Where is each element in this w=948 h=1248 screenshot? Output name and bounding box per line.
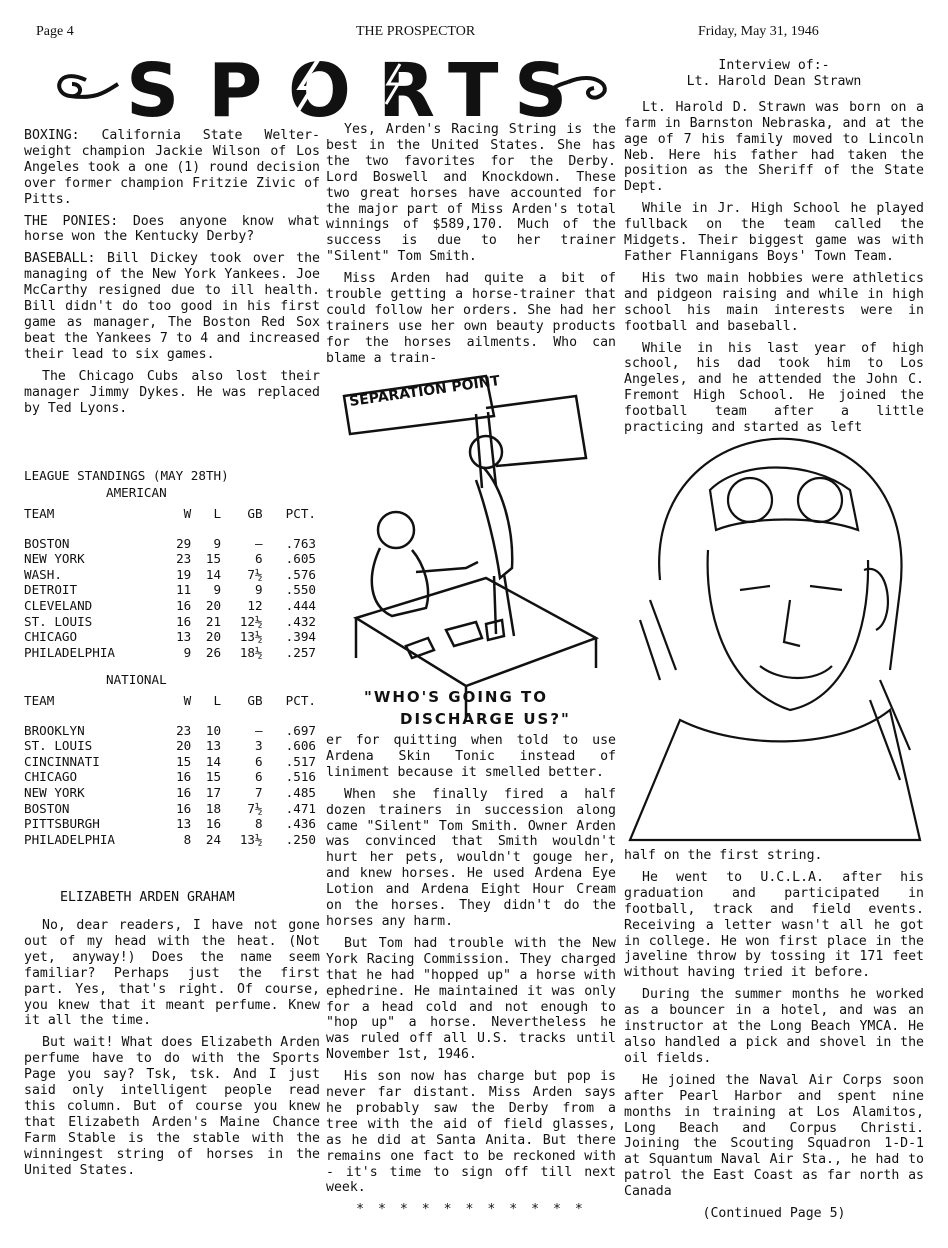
american-team-row	[24, 536, 320, 552]
national-team-cell: PITTSBURGH	[24, 816, 100, 832]
american-team-cell: 11	[176, 582, 192, 598]
national-team-row	[24, 801, 320, 817]
national-team-cell: 6	[255, 753, 263, 769]
american-team-cell: DETROIT	[24, 582, 78, 598]
masthead-letters	[126, 48, 567, 128]
american-team-row	[24, 645, 320, 661]
national-team-cell: 3	[255, 738, 263, 754]
strawn-paragraph-1: Lt. Harold D. Strawn was born on a farm in Barnston Nebraska, and at the age of 7 his family moved to Lincoln Neb. Here his father had taken the position as the Sheriff of the State Dept.	[624, 99, 924, 195]
national-header-cell: L	[213, 693, 222, 708]
sports-masthead	[48, 46, 620, 128]
strawn-paragraph-3: His two main hobbies were athletics and pidgeon raising and while in high school his main interests were in football and baseball.	[624, 270, 924, 334]
american-team-cell: ST. LOUIS	[24, 613, 93, 629]
american-team-cell: 26	[205, 644, 222, 660]
national-team-cell: 6	[255, 769, 263, 785]
arden-column-top	[326, 122, 616, 373]
american-team-cell: .257	[285, 644, 316, 660]
national-team-cell: 8	[255, 816, 263, 832]
american-header-cell: TEAM	[24, 506, 55, 521]
american-team-cell: .444	[285, 597, 316, 613]
continued-note: (Continued Page 5)	[702, 1206, 846, 1222]
national-team-cell: 13½	[239, 831, 263, 847]
american-team-cell: 12	[247, 597, 263, 613]
page-number: Page 4	[36, 24, 74, 39]
american-header-cell: W	[183, 506, 192, 521]
american-league-standings	[24, 468, 320, 660]
national-team-cell: BROOKLYN	[24, 722, 85, 738]
american-team-cell: PHILADELPHIA	[24, 644, 115, 660]
national-team-cell: 20	[176, 738, 192, 754]
national-team-cell: PHILADELPHIA	[24, 831, 115, 847]
masthead-letter-s1: S	[126, 48, 180, 128]
son-paragraph: His son now has charge but pop is never far distant. Miss Arden says he probably saw the Derby from a tree with the aid of field glasses, as he did at Santa Anita. But there remains one fact to be reckoned with - it's time to sign off till next week.	[326, 1069, 616, 1196]
national-team-cell: 7	[255, 784, 263, 800]
american-team-row	[24, 614, 320, 630]
american-team-cell: 9	[213, 535, 222, 551]
american-team-cell: .432	[285, 613, 316, 629]
american-team-cell: 7½	[247, 566, 263, 582]
strawn-paragraph-4: While in his last year of high school, his dad took him to Los Angeles, and he attended the John C. Fremont High School. He joined the football team after a little practicing and started as left	[624, 340, 924, 436]
national-team-row	[24, 785, 320, 801]
standings-title: LEAGUE STANDINGS (MAY 28TH)	[24, 468, 229, 483]
boxing-brief: BOXING: California State Welter-weight champion Jackie Wilson of Los Angeles took a one (1) round decision over former champion Fritzie Zivic of Pitts.	[24, 128, 320, 207]
arden-headline: ELIZABETH ARDEN GRAHAM	[60, 890, 235, 905]
national-header-cell: PCT.	[285, 693, 316, 708]
interview-subject: Lt. Harold Dean Strawn	[686, 73, 862, 89]
arden-paragraph-2: But wait! What does Elizabeth Arden perfume have to do with the Sports Page you say? Tsk, tsk. And I just said only intelligent people read this column. But of course you knew that Elizabeth Arden's Maine Chance Farm Stable is the stable with the winningest string of horses in the United States.	[24, 1035, 320, 1178]
american-header-row	[24, 506, 320, 536]
flight-helmet	[659, 439, 901, 670]
national-team-cell: 23	[176, 722, 192, 738]
arden-column-bottom	[326, 733, 616, 1218]
national-team-cell: .516	[285, 769, 316, 785]
masthead-letter-r: R	[378, 48, 435, 128]
masthead-letter-o: O	[288, 48, 351, 128]
soldier-head-right	[470, 436, 502, 468]
national-league-standings	[24, 672, 320, 847]
american-team-cell: .394	[285, 629, 316, 645]
national-team-row	[24, 754, 320, 770]
national-team-cell: 10	[205, 722, 222, 738]
arden-continued-paragraph: er for quitting when told to use Ardena Skin Tonic instead of liniment because it smelled better.	[326, 733, 616, 780]
national-team-cell: 13	[176, 816, 192, 832]
national-team-cell: —	[255, 722, 263, 738]
national-header-row	[24, 693, 320, 723]
left-scroll-ornament	[59, 76, 118, 97]
national-team-cell: 17	[205, 784, 222, 800]
american-team-cell: 12½	[239, 613, 263, 629]
american-team-row	[24, 582, 320, 598]
american-header-cell: GB	[247, 506, 263, 521]
national-team-cell: NEW YORK	[24, 784, 85, 800]
american-table	[24, 506, 320, 660]
strawn-paragraph-2: While in Jr. High School he played fullback on the team called the Midgets. Their biggest game was with Father Flannigans Boys' Town Team.	[624, 201, 924, 264]
american-team-cell: 29	[176, 535, 192, 551]
american-header-cell: L	[213, 506, 222, 521]
american-team-cell: 14	[205, 566, 222, 582]
american-team-row	[24, 629, 320, 645]
national-team-row	[24, 738, 320, 754]
issue-date: Friday, May 31, 1946	[698, 24, 819, 39]
american-team-cell: 16	[176, 613, 192, 629]
national-team-row	[24, 832, 320, 848]
american-team-cell: 20	[205, 629, 222, 645]
american-team-row	[24, 598, 320, 614]
national-header-cell: GB	[247, 693, 263, 708]
national-team-cell: .250	[285, 831, 316, 847]
strawn-portrait	[620, 420, 925, 850]
national-team-cell: 16	[176, 769, 192, 785]
baseball-brief: BASEBALL: Bill Dickey took over the managing of the New York Yankees. Joe McCarthy resigned due to ill health. Bill didn't do too good in his first game as manager, The Boston Red Sox beat the Yankees 7 to 4 and increased their lead to six games.	[24, 251, 320, 362]
american-team-cell: BOSTON	[24, 535, 70, 551]
national-team-cell: 16	[176, 800, 192, 816]
arden-paragraph-1: No, dear readers, I have not gone out of my head with the heat. (Not yet, anyway!) Does the name seem familiar? Perhaps just the first part. Yes, that's right. Of course, you knew that it meant perfume. Knew it all the time.	[24, 918, 320, 1029]
newspaper-name: THE PROSPECTOR	[356, 24, 476, 39]
american-label: AMERICAN	[106, 485, 167, 500]
cubs-brief: The Chicago Cubs also lost their manager Jimmy Dykes. He was replaced by Ted Lyons.	[24, 368, 320, 416]
american-team-cell: 9	[213, 582, 222, 598]
national-team-row	[24, 816, 320, 832]
national-team-cell: 14	[205, 753, 222, 769]
national-team-row	[24, 723, 320, 739]
national-team-row	[24, 769, 320, 785]
ponies-brief: THE PONIES: Does anyone know what horse won the Kentucky Derby?	[24, 213, 320, 245]
masthead-letter-t: T	[448, 48, 499, 128]
national-team-cell: 8	[183, 831, 192, 847]
national-table	[24, 693, 320, 847]
american-team-cell: 21	[205, 613, 222, 629]
american-team-cell: 20	[205, 597, 222, 613]
national-team-cell: .485	[285, 784, 316, 800]
american-team-cell: 18½	[239, 644, 263, 660]
interview-kicker: Interview of:-	[718, 58, 830, 73]
american-team-cell: 23	[176, 551, 192, 567]
strawn-paragraph-8: He joined the Naval Air Corps soon after Pearl Harbor and spent nine months in training at Los Alamitos, Long Beach and Corpus Christi. Joining the Scouting Squadron 1-D-1 at Squantum Naval Air Sta., he had to patrol the East Coast as far north as Canada	[624, 1072, 924, 1200]
jacket-collar	[630, 710, 920, 840]
arden-racing-paragraph: Yes, Arden's Racing String is the best in the United States. She has the two favorites for the Derby. Lord Boswell and Knockdown. These two great horses have accounted for the major part of Miss Arden's total winnings of $589,170. Much of the success is due to her trainer "Silent" Tom Smith.	[326, 122, 616, 265]
american-team-cell: .763	[285, 535, 316, 551]
national-team-cell: .471	[285, 800, 316, 816]
national-team-cell: .517	[285, 753, 316, 769]
national-team-cell: 15	[176, 753, 192, 769]
american-team-cell: WASH.	[24, 566, 62, 582]
strawn-paragraph-5: half on the first string.	[624, 848, 823, 863]
national-team-cell: 18	[205, 800, 222, 816]
american-team-cell: 19	[176, 566, 192, 582]
strawn-interview-bottom	[624, 848, 924, 1222]
american-team-cell: .576	[285, 566, 316, 582]
american-team-cell: .605	[285, 551, 316, 567]
smith-paragraph: When she finally fired a half dozen trainers in succession along came "Silent" Tom Smith. Owner Arden was convinced that Smith wouldn't hurt her pets, wouldn't gouge her, and knew horses. He used Ardena Eye Lotion and Ardena Eight Hour Cream on the horses. They didn't do the horses any harm.	[326, 786, 616, 929]
end-stars: * * * * * * * * * * *	[356, 1202, 586, 1218]
sports-briefs-column	[24, 128, 320, 422]
national-team-cell: BOSTON	[24, 800, 70, 816]
strawn-interview-top	[624, 58, 924, 442]
american-team-cell: 9	[255, 582, 263, 598]
american-team-row	[24, 567, 320, 583]
soldier-arm-left	[416, 562, 478, 572]
american-team-cell: 15	[205, 551, 222, 567]
national-team-cell: 16	[205, 816, 222, 832]
american-team-cell: .550	[285, 582, 316, 598]
national-team-cell: 16	[176, 784, 192, 800]
american-team-cell: —	[255, 535, 263, 551]
national-header-cell: W	[183, 693, 192, 708]
national-team-cell: .436	[285, 816, 316, 832]
cartoon-caption-line-2: DISCHARGE US?"	[400, 710, 571, 728]
national-team-cell: .606	[285, 738, 316, 754]
american-team-cell: 6	[255, 551, 263, 567]
american-team-cell: 9	[183, 644, 192, 660]
american-team-cell: CLEVELAND	[24, 597, 93, 613]
strawn-paragraph-6: He went to U.C.L.A. after his graduation and participated in football, track and field events. Receiving a letter wasn't all he got in college. He won first place in the javeline throw by tossing it 171 feet without having tried it before.	[624, 869, 924, 981]
national-team-cell: .697	[285, 722, 316, 738]
national-team-cell: CINCINNATI	[24, 753, 100, 769]
american-header-cell: PCT.	[285, 506, 316, 521]
national-team-cell: ST. LOUIS	[24, 738, 93, 754]
desk	[356, 578, 596, 686]
strawn-paragraph-7: During the summer months he worked as a bouncer in a hotel, and was an instructor at the Long Beach YMCA. He also handled a pick and shovel in the oil fields.	[624, 987, 924, 1066]
american-team-cell: 13	[176, 629, 192, 645]
masthead-letter-p: P	[208, 48, 263, 128]
separation-point-cartoon	[336, 368, 616, 732]
sign-post	[476, 412, 496, 488]
american-team-cell: 16	[176, 597, 192, 613]
arden-trainers-paragraph: Miss Arden had quite a bit of trouble getting a horse-trainer that could follow her orders. She had her trainers use her own beauty products for the horses ailments. Who can blame a train-	[326, 271, 616, 366]
american-team-row	[24, 551, 320, 567]
american-team-cell: CHICAGO	[24, 629, 78, 645]
national-label: NATIONAL	[106, 672, 167, 687]
soldier-head-left	[378, 512, 414, 548]
national-team-cell: CHICAGO	[24, 769, 78, 785]
cartoon-caption-line-1: "WHO'S GOING TO	[364, 688, 548, 706]
national-header-cell: TEAM	[24, 693, 55, 708]
national-team-cell: 13	[205, 738, 222, 754]
arden-intro-column	[24, 918, 320, 1185]
american-team-cell: 13½	[239, 629, 263, 645]
mouth	[760, 666, 832, 678]
racing-commission-paragraph: But Tom had trouble with the New York Racing Commission. They charged that he had "hopped up" a horse with ephedrine. He maintained it was only for a head cold and not enough to "hop up" a horse. Nevertheless he was ruled off all U.S. tracks until November 1st, 1946.	[326, 935, 616, 1063]
national-team-cell: 24	[205, 831, 222, 847]
national-team-cell: 15	[205, 769, 222, 785]
masthead-letter-s2: S	[514, 48, 568, 128]
national-team-cell: 7½	[247, 800, 263, 816]
american-team-cell: NEW YORK	[24, 551, 85, 567]
sign-text: SEPARATION POINT	[348, 372, 501, 410]
